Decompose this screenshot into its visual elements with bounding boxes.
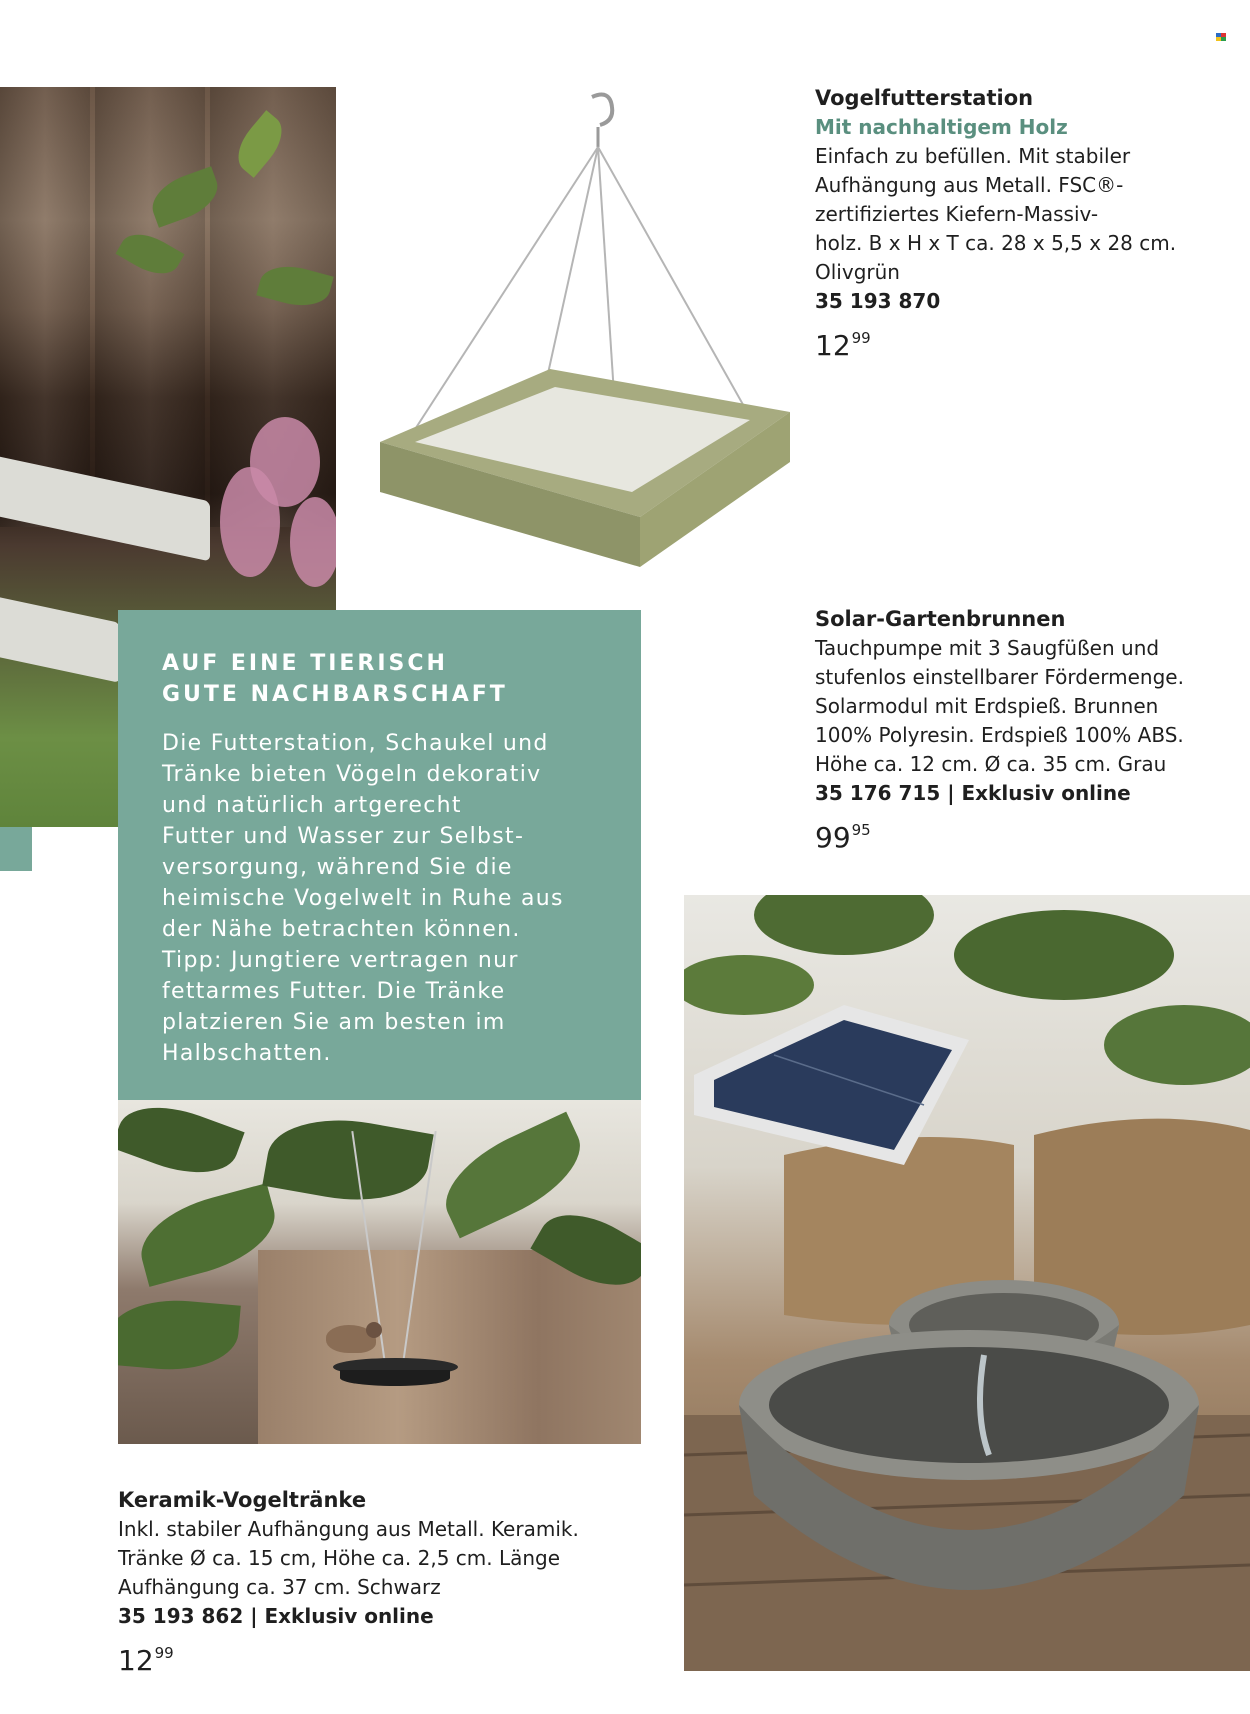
- fountain-price-cents: 95: [851, 821, 871, 839]
- bird-bath-price: [118, 1639, 678, 1675]
- feeder-product-description: Einfach zu befüllen. Mit stabiler Aufhängung aus Metall. FSC®- zertifiziertes Kiefern-Massiv- holz. B x H x T ca. 28 x 5,5 x 28 cm. Olivgrün: [815, 144, 1177, 284]
- fountain-article-number: 35 176 715 | Exklusiv online: [815, 781, 1131, 805]
- intro-heading: AUF EINE TIERISCH GUTE NACHBARSCHAFT: [162, 651, 508, 707]
- bird-bath-price-main: 12: [118, 1644, 154, 1677]
- bird-bath-price-cents: 99: [154, 1644, 174, 1662]
- fountain-product-info: [815, 605, 1245, 852]
- fountain-product-name: Solar-Gartenbrunnen: [815, 607, 1066, 631]
- feeder-article-number: 35 193 870: [815, 289, 941, 313]
- feeder-product-subtitle: Mit nachhaltigem Holz: [815, 115, 1068, 139]
- intro-teaser-box: [118, 610, 641, 1100]
- bird-bath-product-name: Keramik-Vogeltränke: [118, 1488, 367, 1512]
- feeder-price-cents: 99: [851, 329, 871, 347]
- feeder-product-info: [815, 84, 1235, 360]
- bird-bath-product-info: [118, 1486, 678, 1675]
- feeder-price-main: 12: [815, 329, 851, 362]
- bird-bath-photo: [118, 1100, 641, 1444]
- fountain-product-description: Tauchpumpe mit 3 Saugfüßen und stufenlos einstellbarer Fördermenge. Solarmodul mit Erdspieß. Brunnen 100% Polyresin. Erdspieß 100% ABS. Höhe ca. 12 cm. Ø ca. 35 cm. Grau: [815, 636, 1184, 776]
- feeder-price: [815, 324, 1235, 360]
- fountain-price-main: 99: [815, 821, 851, 854]
- teal-accent-tab: [0, 827, 32, 871]
- feeder-product-name: Vogelfutterstation: [815, 86, 1034, 110]
- bird-bath-product-description: Inkl. stabiler Aufhängung aus Metall. Keramik. Tränke Ø ca. 15 cm, Höhe ca. 2,5 cm. Länge Aufhängung ca. 37 cm. Schwarz: [118, 1517, 579, 1599]
- bird-bath-article-number: 35 193 862 | Exklusiv online: [118, 1604, 434, 1628]
- fountain-price: [815, 816, 1245, 852]
- intro-body: Die Futterstation, Schaukel und Tränke bieten Vögeln dekorativ und natürlich artgerecht Futter und Wasser zur Selbst- versorgung, während Sie die heimische Vogelwelt in Ruhe aus der Nähe betrachten können. Tipp: Jungtiere vertragen nur fettarmes Futter. Die Tränke platzieren Sie am besten im Halbschatten.: [162, 731, 564, 1066]
- solar-fountain-illustration: [684, 895, 1250, 1671]
- bird-feeder-photo: [370, 87, 810, 597]
- solar-fountain-photo: [684, 895, 1250, 1671]
- corner-color-mark: [1216, 33, 1226, 41]
